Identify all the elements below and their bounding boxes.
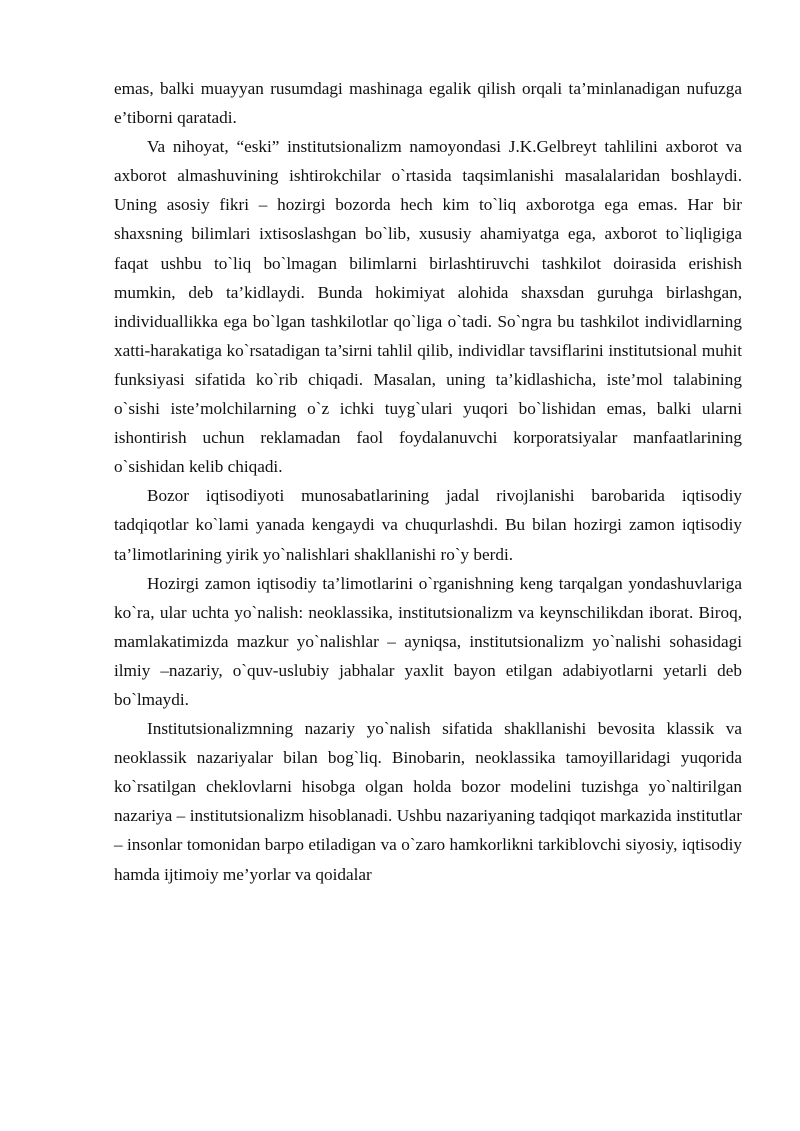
paragraph-continuation: emas, balki muayyan rusumdagi mashinaga egalik qilish orqali ta’minlanadigan nufuzga e’tiborni qaratadi. [114,79,742,128]
paragraph-institutionalism: Institutsionalizmning nazariy yo`nalish sifatida shakllanishi bevosita klassik va neoklassik nazariyalar bilan bog`liq. Binobarin, neoklassika tamoyillaridagi yuqorida ko`rsatilgan cheklovlarni hisobga olgan holda bozor modelini tuzishga yo`naltirilgan nazariya – institutsionalizm hisoblanadi. Ushbu nazariyaning tadqiqot markazida institutlar – insonlar tomonidan barpo etiladigan va o`zaro hamkorlikni tarkiblovchi siyosiy, iqtisodiy hamda ijtimoiy me’yorlar va qoidalar [114,719,742,884]
paragraph-gelbreyt: Va nihoyat, “eski” institutsionalizm namoyondasi J.K.Gelbreyt tahlilini axborot va axborot almashuvining ishtirokchilar o`rtasida taqsimlanishi masalalaridan boshlaydi. Uning asosiy fikri – hozirgi bozorda hech kim to`liq axborotga ega emas. Har bir shaxsning bilimlari ixtisoslashgan bo`lib, xususiy ahamiyatga ega, axborot to`liqligiga faqat ushbu to`liq bo`lmagan bilimlarni birlashtiruvchi tashkilot doirasida erishish mumkin, deb ta’kidlaydi. Bunda hokimiyat alohida shaxsdan guruhga birlashgan, individuallikka ega bo`lgan tashkilotlar qo`liga o`tadi. So`ngra bu tashkilot individlarning xatti-harakatiga ko`rsatadigan ta’sirni tahlil qilib, individlar tavsiflarini institutsional muhit funksiyasi sifatida ko`rib chiqadi. Masalan, uning ta’kidlashicha, iste’mol talabining o`sishi iste’molchilarning o`z ichki tuyg`ulari yuqori bo`lishidan emas, balki ularni ishontirish uchun reklamadan faol foydalanuvchi korporatsiyalar manfaatlarining o`sishidan kelib chiqadi. [114,137,742,477]
document-page [114,74,742,889]
paragraph-modern-theories: Hozirgi zamon iqtisodiy ta’limotlarini o`rganishning keng tarqalgan yondashuvlariga ko`ra, ular uchta yo`nalish: neoklassika, institutsionalizm va keynschilikdan iborat. Biroq, mamlakatimizda mazkur yo`nalishlar – ayniqsa, institutsionalizm yo`nalishi sohasidagi ilmiy –nazariy, o`quv-uslubiy jabhalar yaxlit bayon etilgan adabiyotlarni yetarli deb bo`lmaydi. [114,573,742,709]
paragraph-market-economy: Bozor iqtisodiyoti munosabatlarining jadal rivojlanishi barobarida iqtisodiy tadqiqotlar ko`lami yanada kengaydi va chuqurlashdi. Bu bilan hozirgi zamon iqtisodiy ta’limotlarining yirik yo`nalishlari shakllanishi ro`y berdi. [114,486,742,564]
